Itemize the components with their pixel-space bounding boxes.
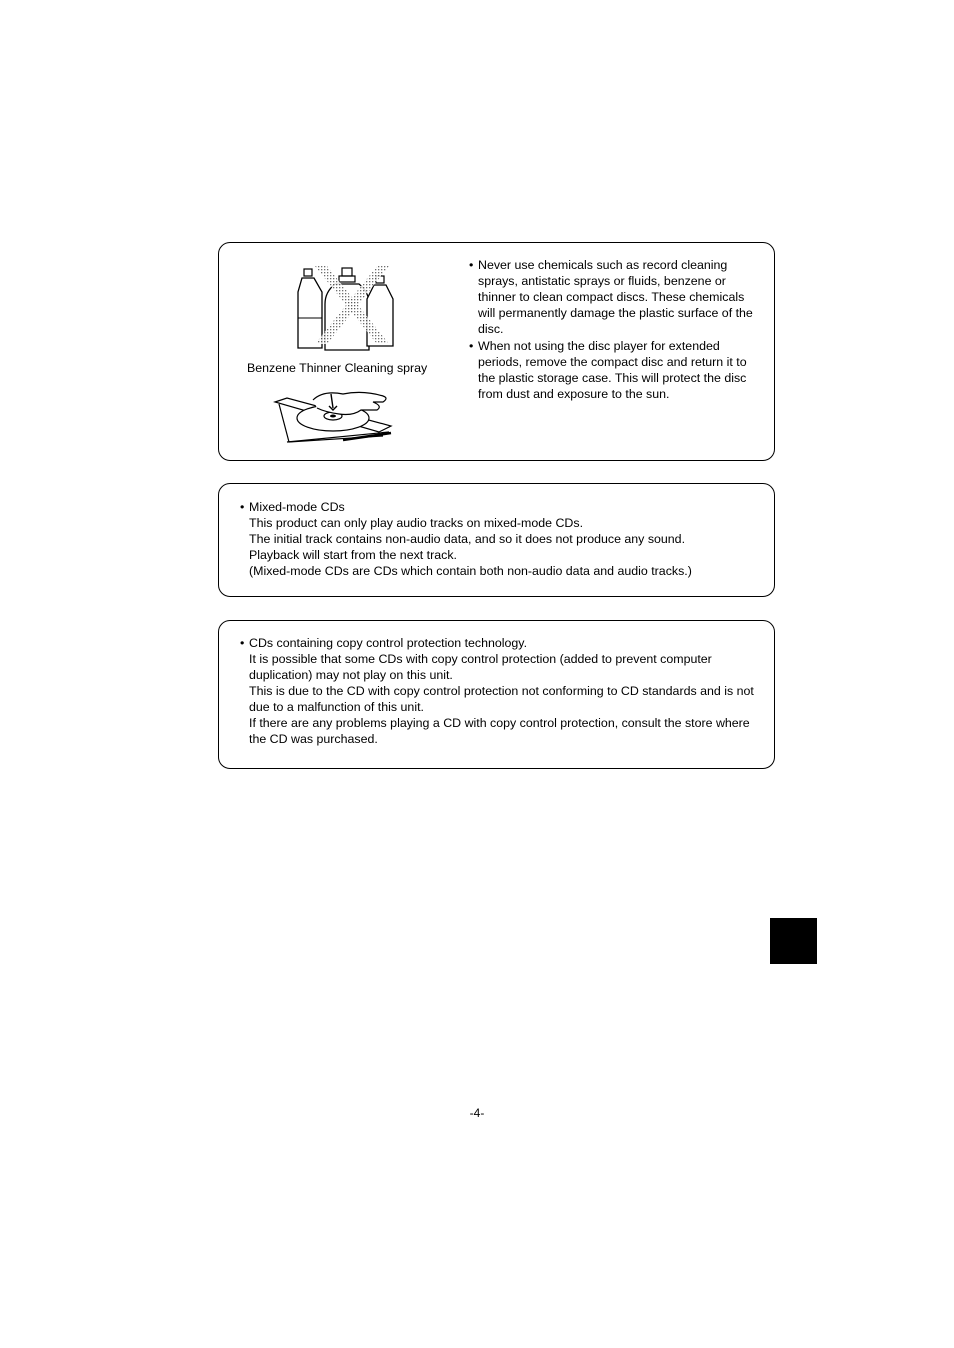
chemical-bottles-crossed-out-illustration	[297, 266, 402, 356]
body-line: (Mixed-mode CDs are CDs which contain both non-audio data and audio tracks.)	[249, 564, 692, 578]
copy-control-body	[240, 651, 765, 747]
mixed-mode-heading: • Mixed-mode CDs	[240, 500, 345, 514]
bullet-chemicals-warning: • Never use chemicals such as record cleaning sprays, antistatic sprays or fluids, benzene or thinner to clean compact discs. These chemicals will permanently damage the plastic surface of the disc.	[469, 258, 753, 336]
body-line: Playback will start from the next track.	[249, 548, 457, 562]
copy-control-box	[218, 620, 775, 769]
disc-care-box	[218, 242, 775, 461]
illustration-caption: Benzene Thinner Cleaning spray	[247, 361, 428, 375]
copy-control-notes	[240, 635, 765, 747]
mixed-mode-notes	[240, 499, 760, 579]
mixed-mode-body	[240, 515, 760, 579]
section-thumb-tab	[770, 918, 817, 964]
copy-control-heading: • CDs containing copy control protection technology.	[240, 636, 528, 650]
body-paragraph: It is possible that some CDs with copy control protection (added to prevent computer duplication) may not play on this unit.	[249, 652, 712, 682]
mixed-mode-box	[218, 483, 775, 597]
body-line: The initial track contains non-audio data, and so it does not produce any sound.	[249, 532, 686, 546]
body-paragraph: This is due to the CD with copy control protection not conforming to CD standards and is not due to a malfunction of this unit.	[249, 684, 754, 714]
page-number: -4-	[469, 1106, 485, 1120]
body-paragraph: If there are any problems playing a CD with copy control protection, consult the store where the CD was purchased.	[249, 716, 750, 746]
bullet-storage-advice: • When not using the disc player for extended periods, remove the compact disc and return it to the plastic storage case. This will protect the disc from dust and exposure to the sun.	[469, 339, 747, 401]
disc-care-notes	[469, 257, 764, 402]
body-line: This product can only play audio tracks on mixed-mode CDs.	[249, 516, 584, 530]
disc-placed-in-tray-illustration	[273, 388, 393, 446]
